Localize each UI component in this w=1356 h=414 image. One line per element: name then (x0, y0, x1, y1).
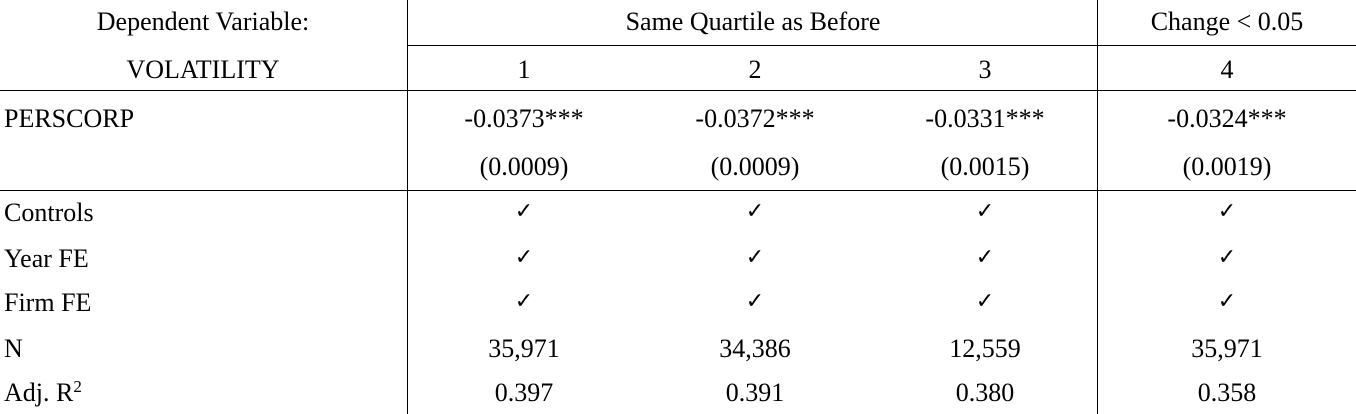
checkmark-icon: ✓ (514, 199, 534, 224)
row-label-n: N (4, 334, 23, 363)
adj-r2-value: 0.391 (725, 378, 785, 407)
coef-value: -0.0324*** (1167, 104, 1287, 133)
std-error: (0.0009) (710, 152, 800, 181)
checkmark-icon: ✓ (745, 289, 765, 314)
std-error: (0.0015) (940, 152, 1030, 181)
std-error: (0.0009) (479, 152, 569, 181)
n-value: 35,971 (488, 334, 560, 363)
rule-header-bottom (0, 90, 1356, 91)
coef-value: -0.0372*** (695, 104, 815, 133)
checkmark-icon: ✓ (1217, 289, 1237, 314)
n-value: 34,386 (719, 334, 791, 363)
row-label-controls: Controls (4, 198, 94, 227)
checkmark-icon: ✓ (514, 289, 534, 314)
column-number: 3 (978, 55, 992, 84)
coef-value: -0.0373*** (464, 104, 584, 133)
row-label-adj-r2 (4, 377, 82, 407)
adj-r-text: Adj. R (4, 378, 74, 407)
n-value: 35,971 (1191, 334, 1263, 363)
column-number: 2 (748, 55, 762, 84)
adj-r2-value: 0.358 (1197, 378, 1257, 407)
column-number: 1 (517, 55, 531, 84)
checkmark-icon: ✓ (975, 199, 995, 224)
adj-r2-value: 0.397 (494, 378, 554, 407)
group-header-change: Change < 0.05 (1150, 7, 1304, 36)
n-value: 12,559 (949, 334, 1021, 363)
r2-superscript: 2 (73, 377, 82, 396)
checkmark-icon: ✓ (1217, 245, 1237, 270)
rule-header-mid (407, 45, 1356, 46)
checkmark-icon: ✓ (1217, 199, 1237, 224)
rule-left-col (407, 0, 408, 414)
column-number: 4 (1220, 55, 1234, 84)
checkmark-icon: ✓ (975, 289, 995, 314)
rule-group-divider (1097, 0, 1098, 414)
row-label-year-fe: Year FE (4, 244, 89, 273)
rule-coef-bottom (0, 190, 1356, 191)
checkmark-icon: ✓ (745, 245, 765, 270)
row-label-firm-fe: Firm FE (4, 288, 92, 317)
group-header-same-quartile: Same Quartile as Before (625, 7, 881, 36)
row-label-perscorp: PERSCORP (4, 104, 135, 133)
dep-var-label: Dependent Variable: (96, 7, 310, 36)
std-error: (0.0019) (1182, 152, 1272, 181)
checkmark-icon: ✓ (514, 245, 534, 270)
checkmark-icon: ✓ (745, 199, 765, 224)
adj-r2-value: 0.380 (955, 378, 1015, 407)
dep-var-name: VOLATILITY (126, 55, 280, 84)
checkmark-icon: ✓ (975, 245, 995, 270)
coef-value: -0.0331*** (925, 104, 1045, 133)
